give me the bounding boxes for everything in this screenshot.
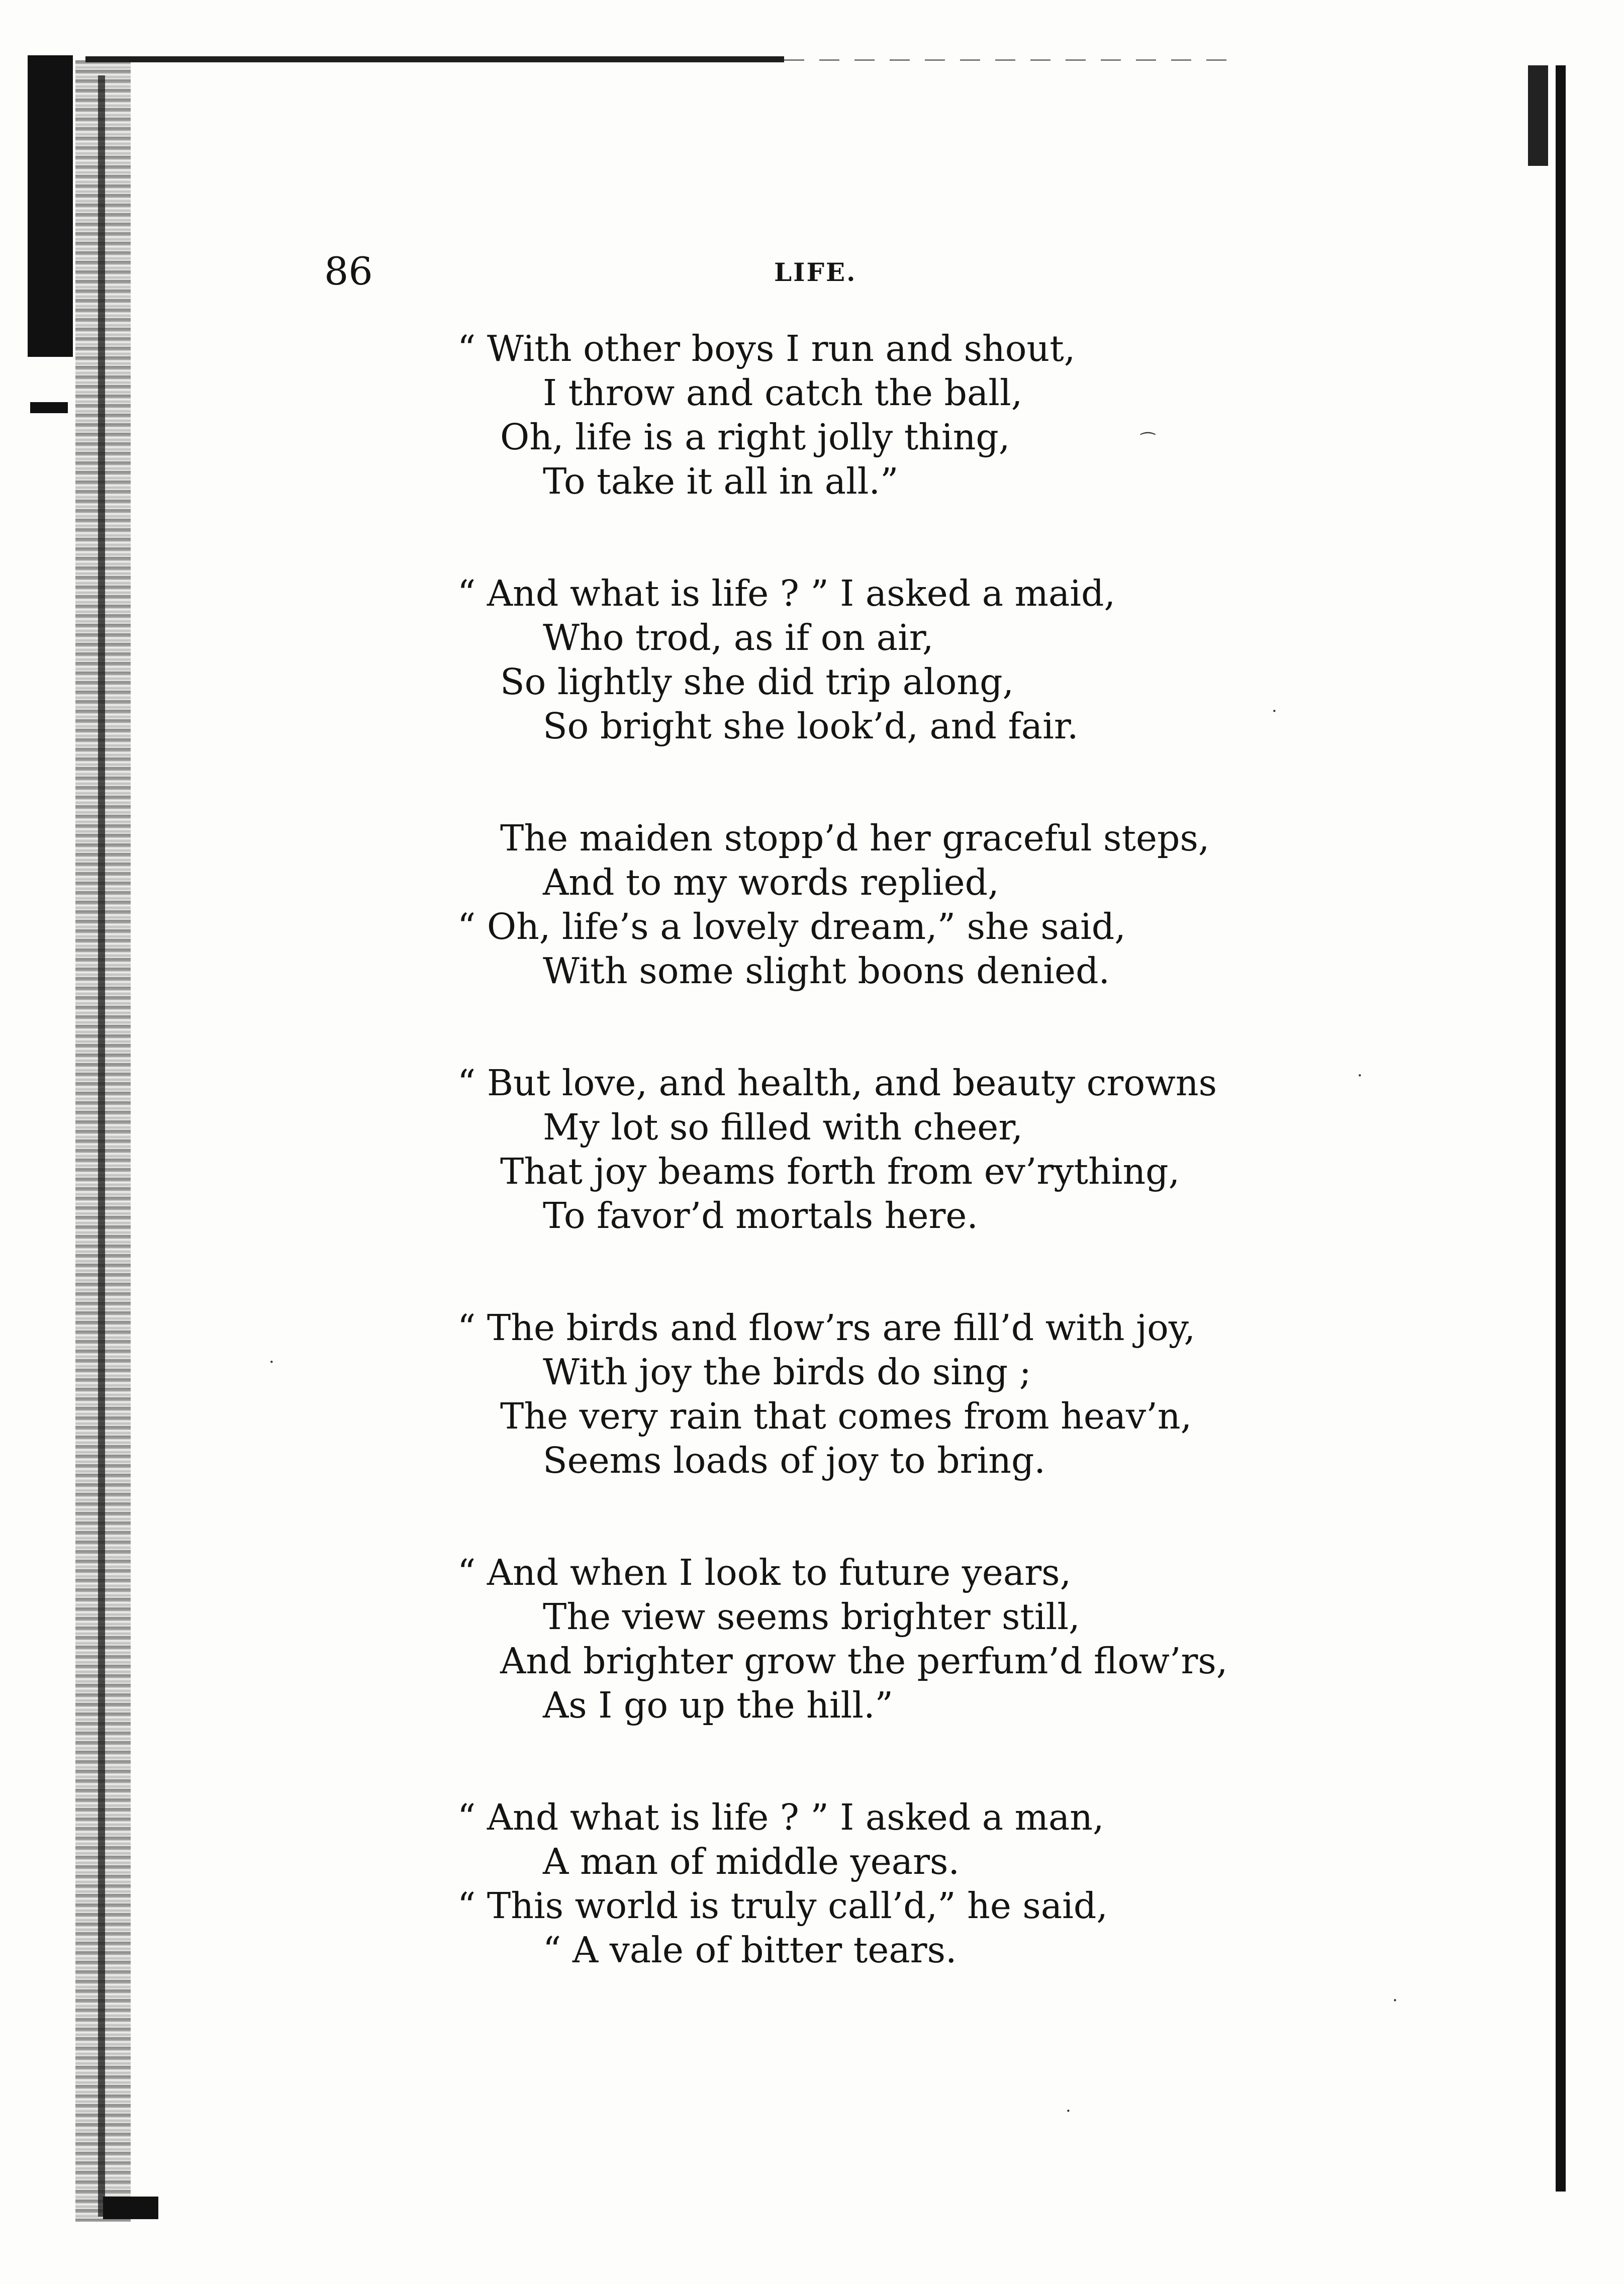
scan-top-rule	[85, 56, 784, 62]
stanza	[452, 816, 1407, 993]
stanza	[452, 327, 1407, 504]
verse-line: “ And what is life ? ” I asked a maid,	[457, 573, 1116, 614]
verse-line: With some slight boons denied.	[543, 950, 1110, 992]
verse-line: The view seems brighter still,	[543, 1596, 1080, 1638]
scan-edge-left-line	[98, 75, 105, 2217]
page-number: 86	[324, 249, 373, 294]
verse-line: So bright she look’d, and fair.	[543, 705, 1079, 747]
running-title: LIFE.	[774, 257, 857, 287]
verse-line: “ And when I look to future years,	[457, 1552, 1072, 1593]
scan-edge-left-mark	[30, 402, 68, 413]
print-speck: ·	[1357, 1066, 1363, 1086]
print-speck: ⁀	[1141, 432, 1155, 452]
verse-line: Seems loads of joy to bring.	[543, 1440, 1045, 1481]
verse-line: As I go up the hill.”	[543, 1684, 893, 1726]
print-speck: ·	[1066, 2101, 1071, 2121]
poem-body	[452, 327, 1407, 2040]
stanza	[452, 1061, 1407, 1238]
verse-line: And to my words replied,	[543, 862, 999, 903]
verse-line: “ And what is life ? ” I asked a man,	[457, 1796, 1104, 1838]
verse-line: My lot so filled with cheer,	[543, 1106, 1023, 1148]
verse-line: A man of middle years.	[543, 1841, 960, 1882]
verse-line: And brighter grow the perfum’d flow’rs,	[500, 1640, 1228, 1682]
verse-line: “ Oh, life’s a lovely dream,” she said,	[457, 906, 1126, 947]
stanza	[452, 1795, 1407, 1972]
verse-line: That joy beams forth from ev’rything,	[500, 1151, 1180, 1192]
verse-line: I throw and catch the ball,	[543, 372, 1023, 414]
page-header	[0, 249, 1624, 294]
stanza	[452, 572, 1407, 748]
verse-line: “ A vale of bitter tears.	[543, 1929, 957, 1971]
verse-line: To favor’d mortals here.	[543, 1195, 979, 1236]
scan-top-rule-faint	[784, 59, 1226, 61]
stanza	[452, 1306, 1407, 1483]
print-speck: ·	[269, 1352, 274, 1372]
scan-edge-bottom-left	[103, 2197, 158, 2219]
verse-line: So lightly she did trip along,	[500, 661, 1014, 703]
verse-line: Oh, life is a right jolly thing,	[500, 416, 1010, 458]
stanza	[452, 1551, 1407, 1728]
scan-edge-right	[1556, 65, 1566, 2192]
verse-line: With joy the birds do sing ;	[543, 1351, 1031, 1393]
scan-edge-left-dark	[28, 55, 73, 357]
verse-line: Who trod, as if on air,	[543, 617, 934, 658]
verse-line: “ With other boys I run and shout,	[457, 328, 1076, 369]
verse-line: The very rain that comes from heav’n,	[500, 1395, 1192, 1437]
print-speck: ·	[1392, 1990, 1398, 2011]
print-speck: ·	[1272, 701, 1277, 721]
scan-edge-right-blob	[1528, 65, 1548, 166]
verse-line: The maiden stopp’d her graceful steps,	[500, 817, 1210, 859]
verse-line: “ But love, and health, and beauty crowns	[457, 1062, 1217, 1104]
verse-line: To take it all in all.”	[543, 460, 899, 502]
verse-line: “ The birds and flow’rs are fill’d with joy,	[457, 1307, 1196, 1349]
verse-line: “ This world is truly call’d,” he said,	[457, 1885, 1108, 1927]
